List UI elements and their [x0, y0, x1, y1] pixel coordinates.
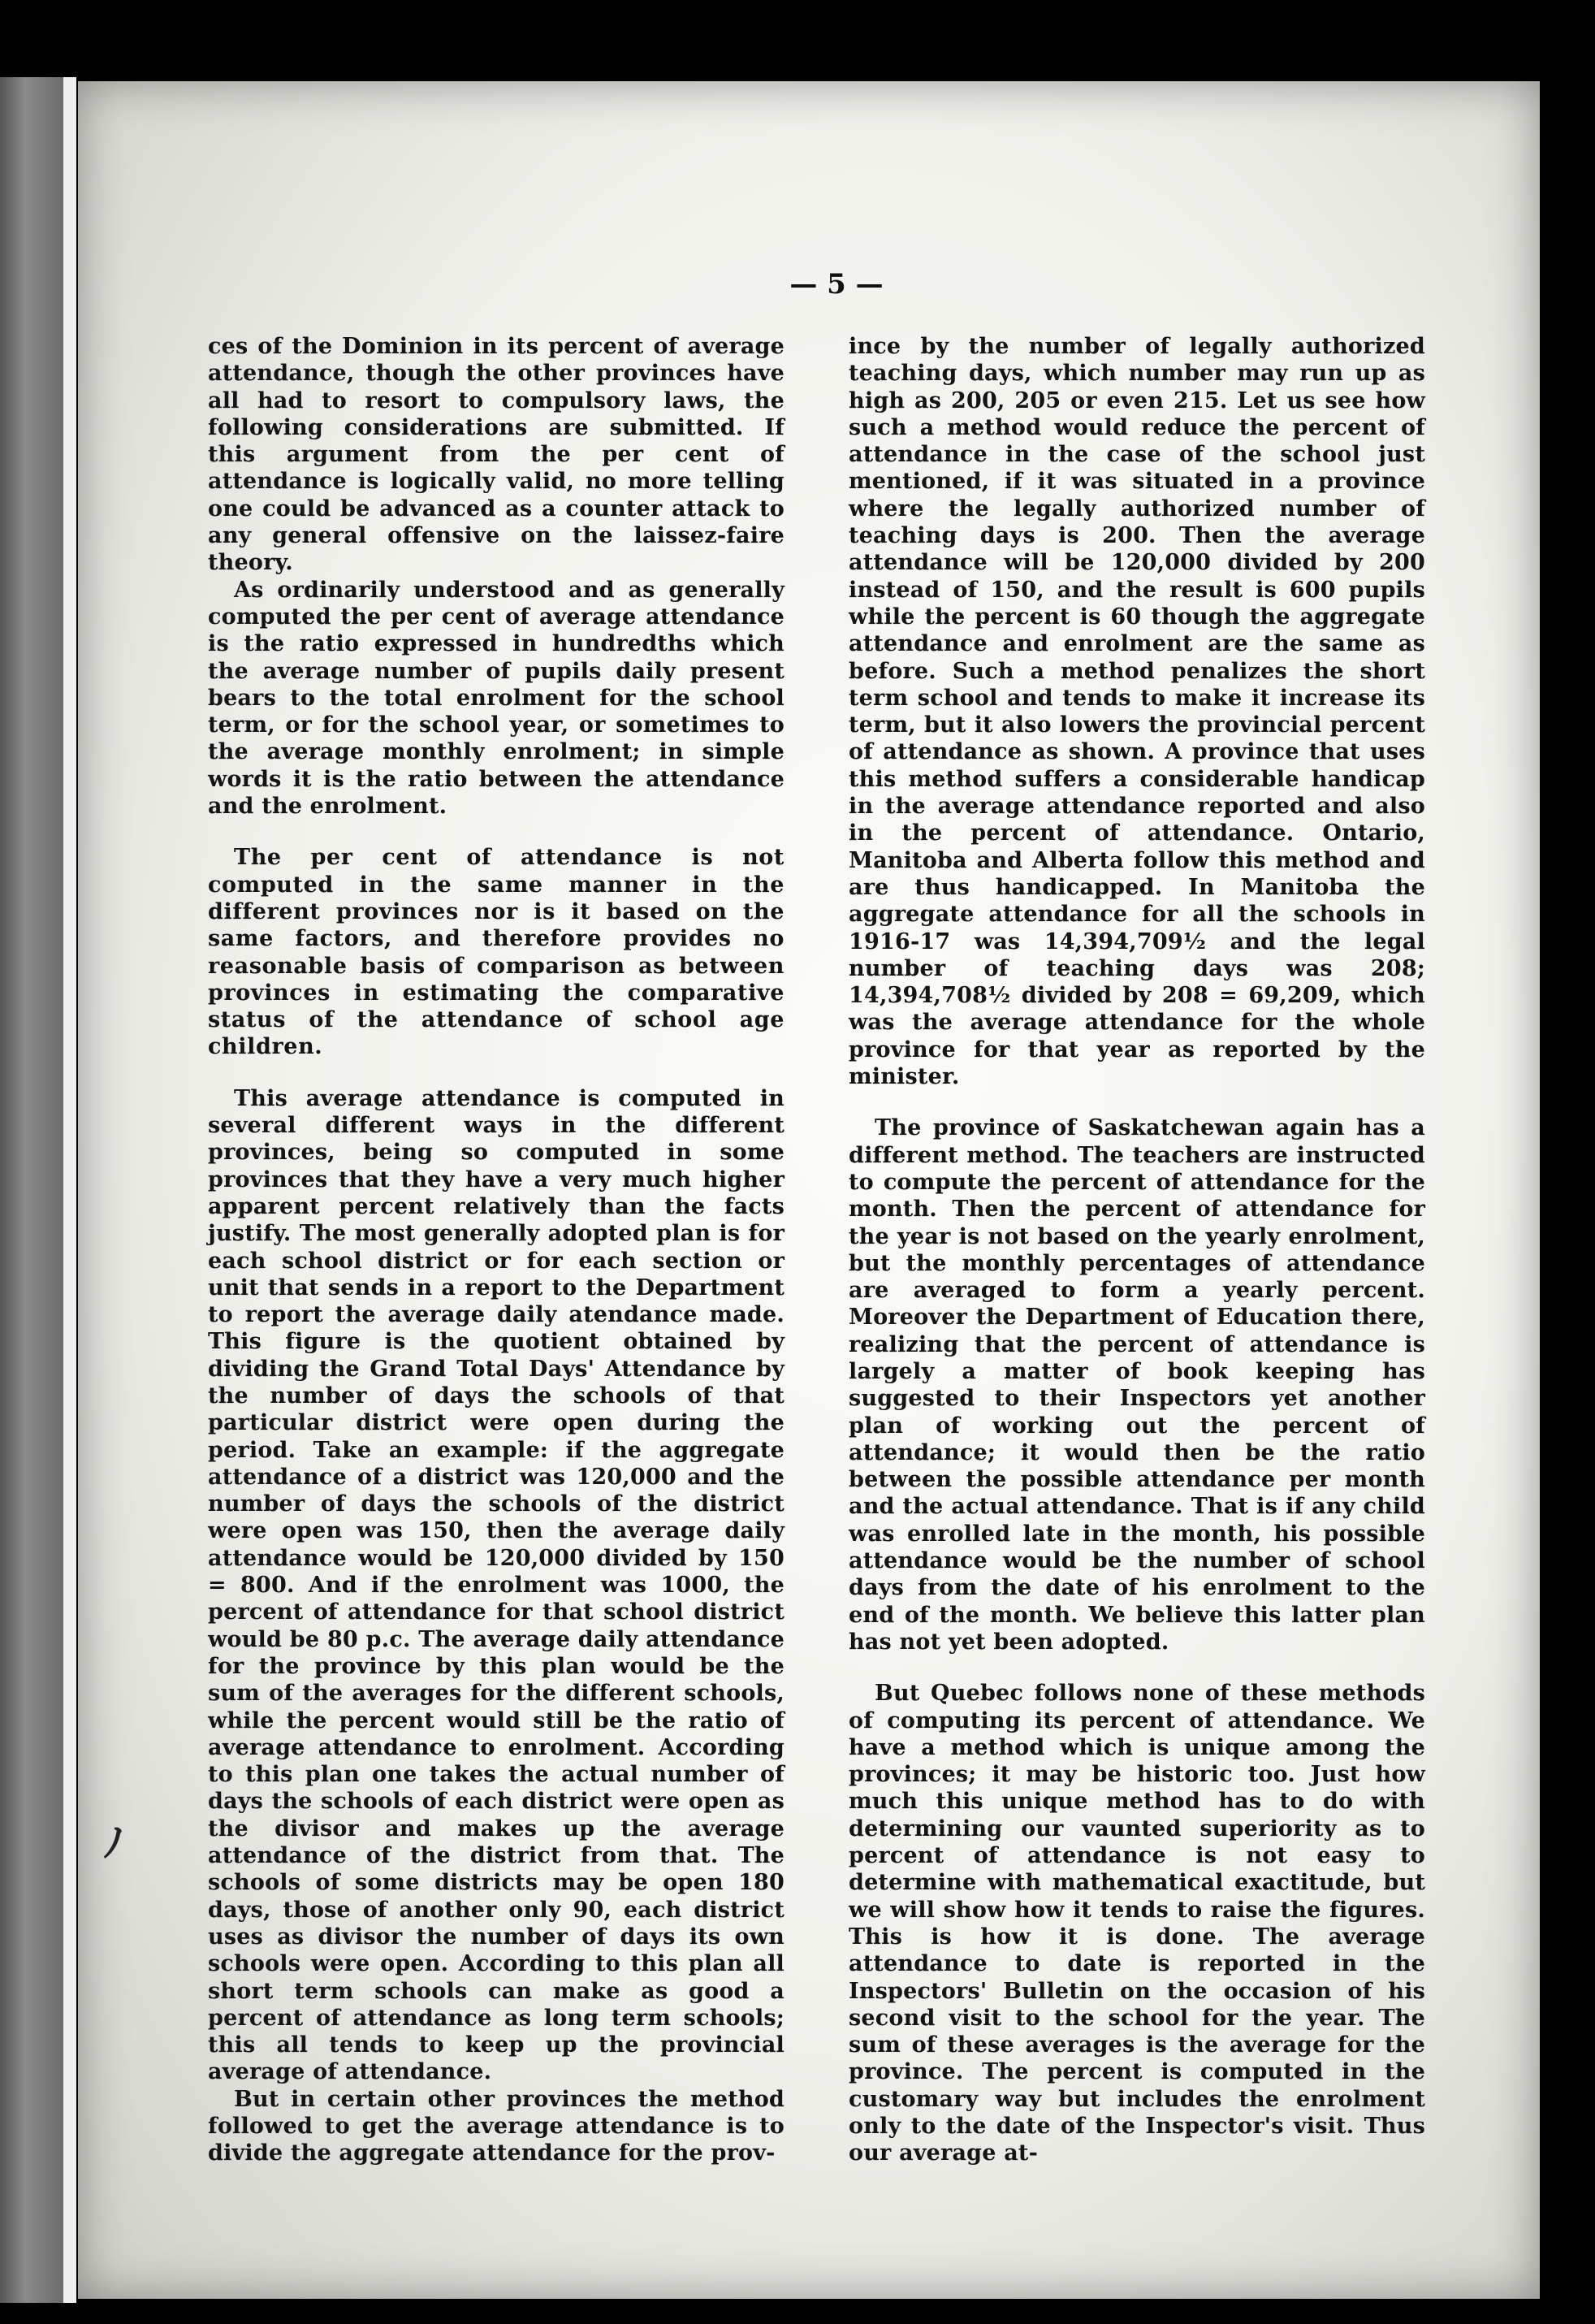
paragraph: The province of Saskatchewan again has a different method. The teachers are instructed to compute the percent of attendance for the month. Then the percent of attendance for the year is not based on the yearly enrolment, but the monthly percentages of attendance are averaged to form a yearly percent. Moreover the Department of Education there, realizing that the percent of attendance is largely a matter of book keeping has suggested to their Inspectors yet another plan of working out the percent of attendance; it would then be the ratio between the possible attendance per month and the actual attendance. That is if any child was enrolled late in the month, his possible attendance would be the number of school days from the date of his enrolment to the end of the month. We believe this latter plan has not yet been adopted. [849, 1115, 1425, 1655]
paragraph: ince by the number of legally authorized teaching days, which number may run up as high as 200, 205 or even 215. Let us see how such a method would reduce the percent of attendance in the case of the school just mentioned, if it was situated in a province where the legally authorized number of teaching days is 200. Then the average attendance will be 120,000 divided by 200 instead of 150, and the result is 600 pupils while the percent is 60 though the aggregate attendance and enrolment are the same as before. Such a method penalizes the short term school and tends to make it increase its term, but it also lowers the provincial percent of attendance as shown. A province that uses this method suffers a considerable handicap in the average attendance reported and also in the percent of attendance. Ontario, Manitoba and Alberta follow this method and are thus handicapped. In Manitoba the aggregate attendance for all the schools in 1916-17 was 14,394,709½ and the legal number of teaching days was 208; 14,394,708½ divided by 208 = 69,209, which was the average attendance for the whole province for that year as reported by the minister. [849, 334, 1425, 1090]
page-number: — 5 — [789, 268, 884, 301]
paragraph: ces of the Dominion in its percent of average attendance, though the other provinces have all had to resort to compulsory laws, the following considerations are submitted. If this argument from the per cent of attendance is logically valid, no more telling one could be advanced as a counter attack to any general offensive on the laissez-faire theory. [208, 334, 785, 576]
paragraph-emphasis: The per cent of attendance is not computed in the same manner in the different provinces nor is it based on the same factors, and therefore provides no reasonable basis of comparison as between provinces in estimating the comparative status of the attendance of school age children. [208, 845, 785, 1060]
page-spine [63, 77, 76, 2303]
right-column [849, 333, 1425, 2167]
paragraph: But in certain other provinces the method followed to get the average attendance is to divide the aggregate attendance for the prov- [208, 2086, 785, 2166]
paragraph: But Quebec follows none of these methods of computing its percent of attendance. We have a method which is unique among the provinces; it may be historic too. Just how much this unique method has to do with determining our vaunted superiority as to percent of attendance is not easy to determine with mathematical exactitude, but we will show how it tends to raise the figures. This is how it is done. The average attendance to date is reported in the Inspectors' Bulletin on the occasion of his second visit to the school for the year. The sum of these averages is the average for the province. The percent is computed in the customary way but includes the enrolment only to the date of the Inspector's visit. Thus our average at- [849, 1681, 1425, 2166]
facing-page-edge [0, 77, 63, 2303]
left-column [208, 333, 785, 2167]
paragraph: This average attendance is computed in several different ways in the different provinces, being so computed in some provinces that they have a very much higher apparent percent relatively than the facts justify. The most generally adopted plan is for each school district or for each section or unit that sends in a report to the Department to report the average daily atendance made. This figure is the quotient obtained by dividing the Grand Total Days' Attendance by the number of days the schools of that particular district were open during the period. Take an example: if the aggregate attendance of a district was 120,000 and the number of days the schools of the district were open was 150, then the average daily attendance would be 120,000 divided by 150 = 800. And if the enrolment was 1000, the percent of attendance for that school district would be 80 p.c. The average daily attendance for the province by this plan would be the sum of the averages for the different schools, while the percent would still be the ratio of average attendance to enrolment. According to this plan one takes the actual number of days the schools of each district were open as the divisor and makes up the average attendance of the district from that. The schools of some districts may be open 180 days, those of another only 90, each district uses as divisor the number of days its own schools were open. According to this plan all short term schools can make as good a percent of attendance as long term schools; this all tends to keep up the provincial average of attendance. [208, 1085, 785, 2085]
paragraph: As ordinarily understood and as generally computed the per cent of average attendance is the ratio expressed in hundredths which the average number of pupils daily present bears to the total enrolment for the school term, or for the school year, or sometimes to the average monthly enrolment; in simple words it is the ratio between the attendance and the enrolment. [208, 577, 785, 820]
margin-pencil-mark: ﾉ [104, 1820, 124, 1866]
